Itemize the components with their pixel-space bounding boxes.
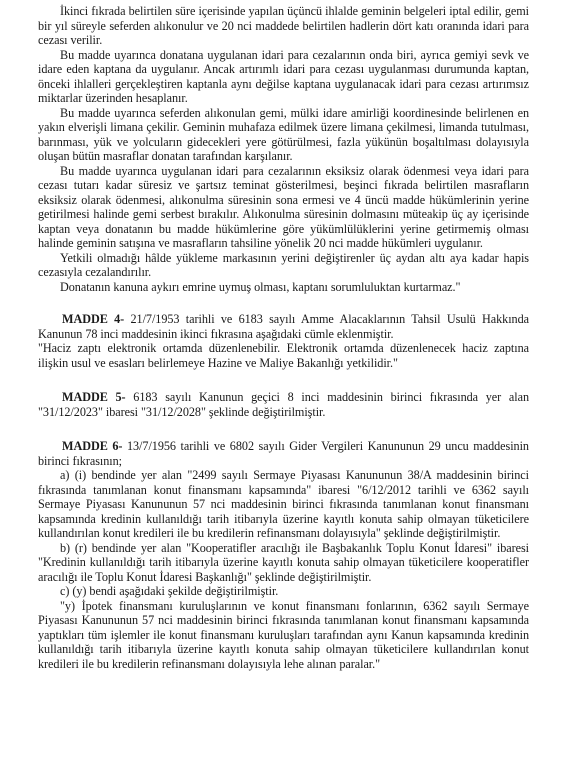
madde-5-paragraph [38, 390, 529, 419]
madde-4-paragraph [38, 312, 529, 341]
madde-6-item: b) (r) bendinde yer alan "Kooperatifler aracılığı ile Başbakanlık Toplu Konut İdaresi" ibaresi "Kredinin kullanıldığı tarih itibarıyla üzerine kayıtlı konuta sahip olmayan tüketicilere kooperatifler aracılığı ile Toplu Konut İdaresi Başkanlığı" şeklinde değiştirilmiştir. [38, 540, 529, 584]
paragraph: Yetkili olmadığı hâlde yükleme markasının yerini değiştirenler üç aydan altı aya kadar hapis cezasıyla cezalandırılır. [38, 250, 529, 279]
paragraph: Donatanın kanuna aykırı emrine uymuş olması, kaptanı sorumluluktan kurtarmaz." [60, 279, 461, 294]
madde-5-text: 6183 sayılı Kanunun geçici 8 inci maddesinin birinci fıkrasında yer alan "31/12/2023" ibaresi "31/12/2028" şeklinde değiştirilmiştir. [38, 390, 529, 419]
madde-6-paragraph [38, 439, 529, 468]
madde-6-item: a) (i) bendinde yer alan "2499 sayılı Sermaye Piyasası Kanununun 38/A maddesinin birinci fıkrasında tanımlanan konut finansmanı kapsamında" ibaresi "6/12/2012 tarihli ve 6362 sayılı Sermaye Piyasası Kanununun 57 nci maddesinin birinci fıkrasında tanımlanan konut finansmanı kapsamında kredinin kullanıldığı tarih itibarıyla üzerine kayıtlı konuta sahip olmayan tüketicilere kullandırılan konut kredileri ile bu kredilerin refinansmanı dolayısıyla" şeklinde değiştirilmiştir. [38, 468, 529, 540]
paragraph: Bu madde uyarınca donatana uygulanan idari para cezalarının onda biri, ayrıca gemiyi sevk ve idare eden kaptana da uygulanır. Ancak artırımlı idari para cezası uygulanması durumunda kaptan, önceki ihlalleri gerçekleştiren kaptanla aynı değilse kaptana uygulanacak idari para cezası artırımsız miktarlar üzerinden hesaplanır. [38, 47, 529, 105]
madde-6-item: "y) İpotek finansmanı kuruluşlarının ve konut finansmanı fonlarının, 6362 sayılı Sermaye Piyasası Kanununun 57 nci maddesinin birinci fıkrasında tanımlanan konut finansmanı kapsamında yaptıkları tüm işlemler ile konut finansmanı kuruluşları tarafından aynı Kanun kapsamında kredinin kullanıldığı tarih itibarıyla üzerine kayıtlı konuta sahip olmayan tüketicilere kullandırılan konut kredileri ile bu kredilerin refinansmanı dolayısıyla lehe alınan paralar." [38, 598, 529, 671]
madde-6-item: c) (y) bendi aşağıdaki şekilde değiştirilmiştir. [60, 584, 279, 598]
madde-6-title: MADDE 6- [62, 439, 123, 453]
madde-4-quote: "Haciz zaptı elektronik ortamda düzenlenebilir. Elektronik ortamda düzenlenecek haciz zaptına ilişkin usul ve esasları belirlemeye Hazine ve Maliye Bakanlığı yetkilidir." [38, 341, 529, 370]
paragraph: İkinci fıkrada belirtilen süre içerisinde yapılan üçüncü ihlalde geminin belgeleri iptal edilir, gemi bir yıl süreyle seferden alıkonulur ve 20 nci maddede belirtilen hadlerin dört katı oranında idari para cezası verilir. [38, 4, 529, 47]
paragraph: Bu madde uyarınca seferden alıkonulan gemi, mülki idare amirliği koordinesinde belirlenen en yakın elverişli limana çekilir. Geminin muhafaza edilmek üzere limana çekilmesi, limanda tutulması, barınması, yük ve yolcuların gidecekleri yere götürülmesi, fazla yükünün boşaltılması dolayısıyla oluşan bütün masraflar donatan tarafından karşılanır. [38, 105, 529, 163]
madde-6-text: 13/7/1956 tarihli ve 6802 sayılı Gider Vergileri Kanununun 29 uncu maddesinin birinci fıkrasının; [38, 439, 529, 468]
madde-4-title: MADDE 4- [62, 312, 125, 326]
madde-4-text: 21/7/1953 tarihli ve 6183 sayılı Amme Alacaklarının Tahsil Usulü Hakkında Kanunun 78 inci maddesinin ikinci fıkrasına aşağıdaki cümle eklenmiştir. [38, 312, 530, 341]
madde-5-title: MADDE 5- [62, 390, 126, 404]
paragraph: Bu madde uyarınca uygulanan idari para cezalarının eksiksiz olarak ödenmesi veya idari para cezası tutarı kadar süresiz ve şartsız teminat gösterilmesi, beşinci fıkrada belirtilen masrafların eksiksiz olarak ödenmesi, alıkonulma süresinin sona ermesi ve 4 üncü madde hükümlerinin yerine getirilmesi halinde gemi serbest bırakılır. Alıkonulma süresinin dolmasını müteakip üç ay içerisinde kaptan veya donatanın bu madde hükümlerine göre yükümlülüklerini yerine getirmemiş olması halinde geminin satışına ve masrafların tahsiline yönelik 20 nci madde hükümleri uygulanır. [38, 163, 529, 250]
